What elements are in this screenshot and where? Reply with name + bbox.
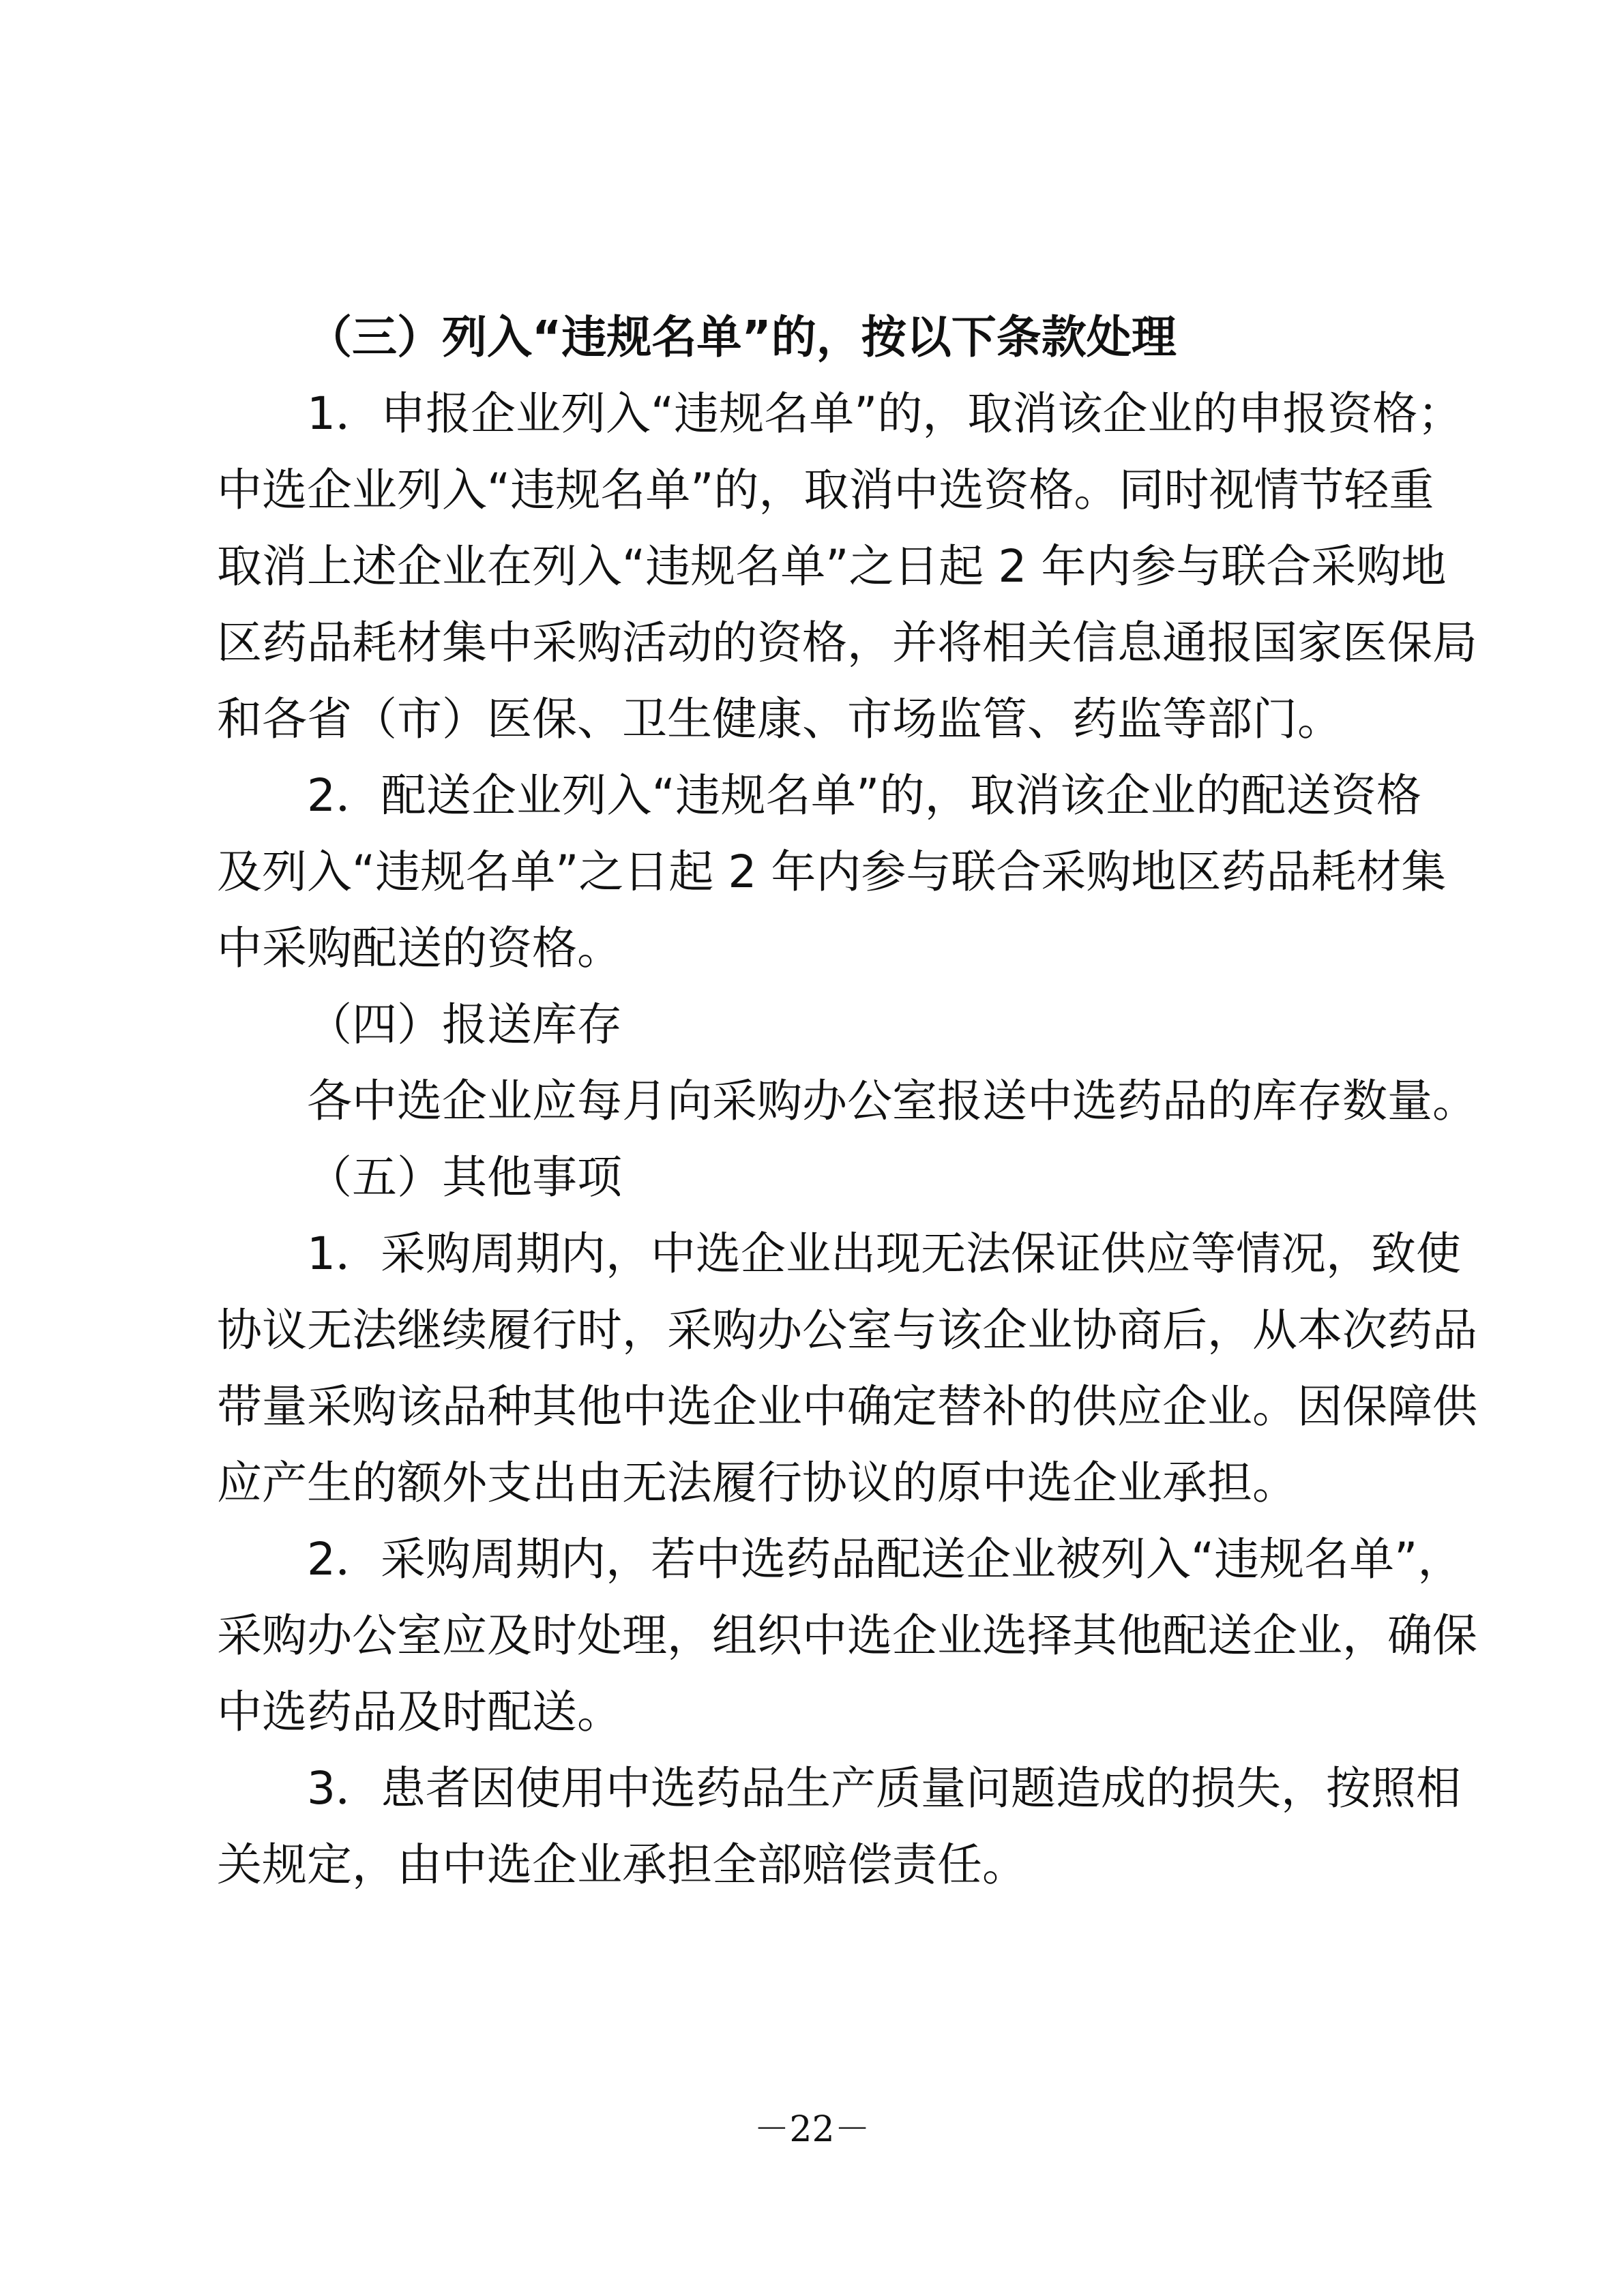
paragraph-line: 中采购配送的资格。 <box>217 922 622 974</box>
paragraph-line: 中选企业列入“违规名单”的，取消中选资格。同时视情节轻重 <box>217 464 1434 516</box>
paragraph-line: 和各省（市）医保、卫生健康、市场监管、药监等部门。 <box>217 693 1342 745</box>
section-heading-4: （四）报送库存 <box>307 998 622 1051</box>
paragraph-line: 应产生的额外支出由无法履行协议的原中选企业承担。 <box>217 1457 1297 1509</box>
paragraph-line: 及列入“违规名单”之日起 2 年内参与联合采购地区药品耗材集 <box>217 846 1447 898</box>
paragraph-line: 1．申报企业列入“违规名单”的，取消该企业的申报资格； <box>307 387 1463 440</box>
paragraph-line: 3．患者因使用中选药品生产质量问题造成的损失，按照相 <box>307 1762 1461 1815</box>
paragraph-line: 区药品耗材集中采购活动的资格，并将相关信息通报国家医保局 <box>217 616 1477 669</box>
paragraph-line: 各中选企业应每月向采购办公室报送中选药品的库存数量。 <box>307 1075 1477 1127</box>
paragraph-line: 取消上述企业在列入“违规名单”之日起 2 年内参与联合采购地 <box>217 540 1447 593</box>
section-heading-3: （三）列入“违规名单”的，按以下条款处理 <box>307 311 1177 363</box>
paragraph-line: 关规定，由中选企业承担全部赔偿责任。 <box>217 1838 1027 1891</box>
paragraph-line: 带量采购该品种其他中选企业中确定替补的供应企业。因保障供 <box>217 1380 1477 1433</box>
paragraph-line: 采购办公室应及时处理，组织中选企业选择其他配送企业，确保 <box>217 1609 1477 1662</box>
paragraph-line: 协议无法继续履行时，采购办公室与该企业协商后，从本次药品 <box>217 1304 1477 1356</box>
paragraph-line: 中选药品及时配送。 <box>217 1686 622 1738</box>
page-number: －22－ <box>754 2109 870 2150</box>
paragraph-line: 2．采购周期内，若中选药品配送企业被列入“违规名单”， <box>307 1533 1463 1585</box>
paragraph-line: 1．采购周期内，中选企业出现无法保证供应等情况，致使 <box>307 1227 1461 1280</box>
section-heading-5: （五）其他事项 <box>307 1151 622 1204</box>
paragraph-line: 2．配送企业列入“违规名单”的，取消该企业的配送资格 <box>307 769 1421 822</box>
